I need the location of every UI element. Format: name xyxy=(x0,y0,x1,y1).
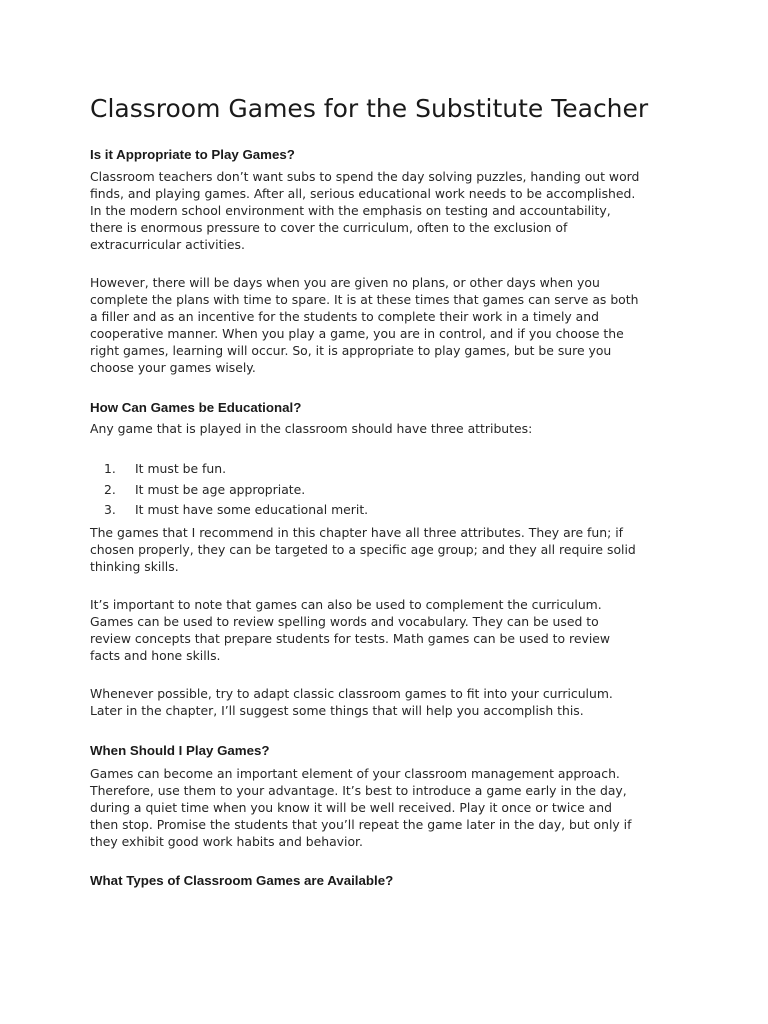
text-line: The games that I recommend in this chapter have all three attributes. They are fun; if xyxy=(90,525,624,540)
section-heading-educational: How Can Games be Educational? xyxy=(90,400,302,415)
text-line: Whenever possible, try to adapt classic classroom games to fit into your curriculum. xyxy=(90,686,613,701)
paragraph-however xyxy=(90,275,680,376)
list-number: 2. xyxy=(104,481,116,497)
text-line: there is enormous pressure to cover the curriculum, often to the exclusion of xyxy=(90,219,568,235)
text-line: chosen properly, they can be targeted to a specific age group; and they all require solid xyxy=(90,541,636,557)
paragraph-adapt xyxy=(90,686,680,720)
text-line: thinking skills. xyxy=(90,558,179,574)
document-title: Classroom Games for the Substitute Teacher xyxy=(90,94,649,123)
text-line: Games can be used to review spelling words and vocabulary. They can be used to xyxy=(90,613,599,629)
paragraph-classroom-teachers xyxy=(90,169,680,254)
text-line: Classroom teachers don’t want subs to spend the day solving puzzles, handing out word xyxy=(90,169,640,184)
list-item-text: It must be fun. xyxy=(135,461,227,476)
section-heading-types: What Types of Classroom Games are Available? xyxy=(90,873,394,888)
list-number: 3. xyxy=(104,502,116,517)
text-line: Therefore, use them to your advantage. It’s best to introduce a game early in the day, xyxy=(90,782,627,798)
paragraph-any-game xyxy=(90,421,680,438)
paragraph-complement xyxy=(90,597,680,665)
text-line: Any game that is played in the classroom should have three attributes: xyxy=(90,421,533,436)
paragraph-management xyxy=(90,766,680,851)
paragraph-recommend xyxy=(90,525,680,576)
text-line: However, there will be days when you are given no plans, or other days when you xyxy=(90,275,600,290)
text-line: Later in the chapter, I’ll suggest some things that will help you accomplish this. xyxy=(90,702,584,718)
text-line: extracurricular activities. xyxy=(90,236,245,252)
list-number: 1. xyxy=(104,461,116,476)
list-item-text: It must have some educational merit. xyxy=(135,502,369,517)
text-line: then stop. Promise the students that you’ll repeat the game later in the day, but only if xyxy=(90,816,632,832)
text-line: right games, learning will occur. So, it is appropriate to play games, but be sure you xyxy=(90,342,612,358)
list-item-text: It must be age appropriate. xyxy=(135,481,306,497)
text-line: In the modern school environment with the emphasis on testing and accountability, xyxy=(90,202,611,218)
section-heading-when: When Should I Play Games? xyxy=(90,743,270,758)
text-line: complete the plans with time to spare. It is at these times that games can serve as both xyxy=(90,291,639,307)
text-line: they exhibit good work habits and behavior. xyxy=(90,833,363,849)
text-line: cooperative manner. When you play a game, you are in control, and if you choose the xyxy=(90,325,624,341)
text-line: Games can become an important element of your classroom management approach. xyxy=(90,766,620,781)
text-line: It’s important to note that games can also be used to complement the curriculum. xyxy=(90,597,602,612)
text-line: facts and hone skills. xyxy=(90,647,221,663)
text-line: a filler and as an incentive for the students to complete their work in a timely and xyxy=(90,308,599,324)
text-line: during a quiet time when you know it will be well received. Play it once or twice and xyxy=(90,799,612,815)
text-line: review concepts that prepare students for tests. Math games can be used to review xyxy=(90,630,611,646)
section-heading-appropriate: Is it Appropriate to Play Games? xyxy=(90,147,295,162)
text-line: finds, and playing games. After all, serious educational work needs to be accomplished. xyxy=(90,185,636,201)
text-line: choose your games wisely. xyxy=(90,359,256,375)
